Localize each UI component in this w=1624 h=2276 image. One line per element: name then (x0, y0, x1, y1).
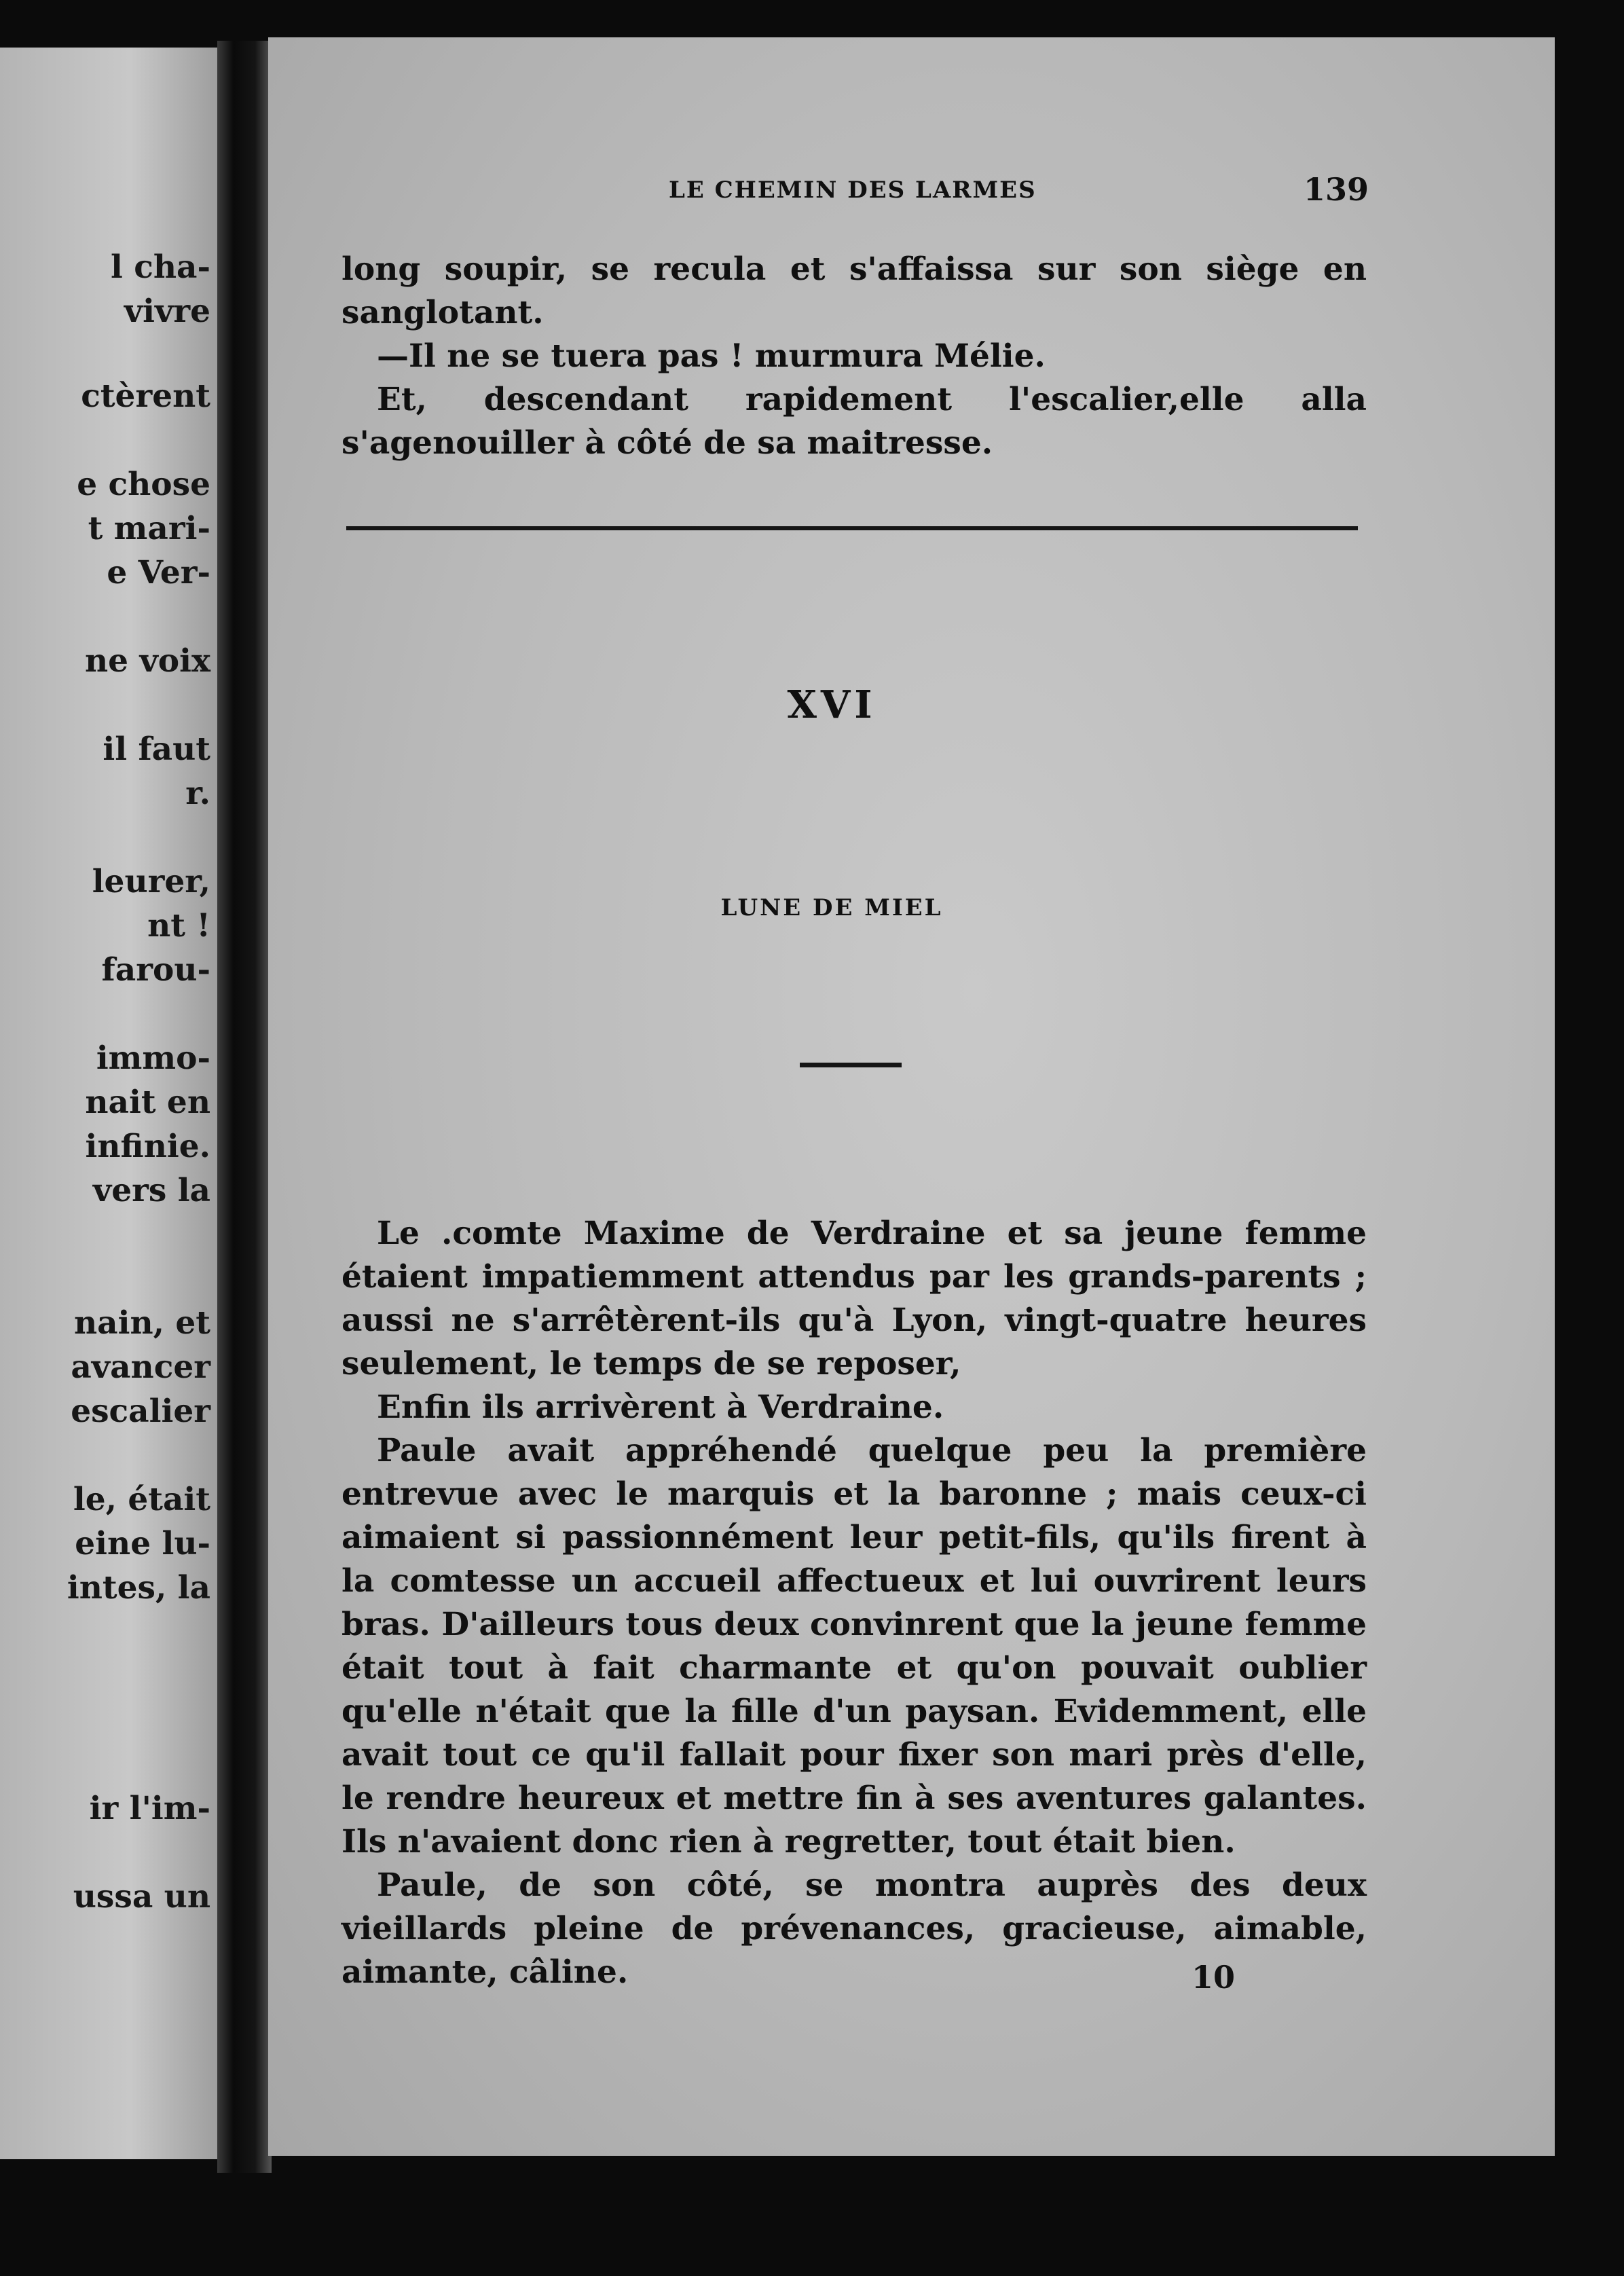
chapter-number: XVI (787, 682, 876, 727)
paragraph: long soupir, se recula et s'affaissa sur son siège en sanglotant. (342, 251, 1367, 331)
left-page-line: vivre (124, 293, 210, 330)
left-page-line: le, était (73, 1481, 210, 1518)
left-page-line: e chose (77, 466, 210, 503)
left-page-line: escalier (71, 1393, 210, 1430)
left-page-line: immo- (96, 1040, 210, 1077)
left-page-line: nt ! (147, 907, 210, 944)
left-page-line: il faut (103, 731, 210, 768)
left-page-line: ir l'im- (89, 1790, 210, 1827)
left-page-line: intes, la (67, 1569, 210, 1607)
chapter-title: LUNE DE MIEL (720, 894, 943, 921)
left-page-line: infinie. (85, 1128, 210, 1165)
left-page-line: avancer (71, 1348, 210, 1386)
paragraph: Paule avait appréhendé quelque peu la première entrevue avec le marquis et la baronne ; mais ceux-ci aimaient si passionnément leur petit-fils, qu'ils firent à la comtesse un accueil affectueux et lui ouvrirent leurs bras. D'ailleurs tous deux convinrent que la jeune femme était tout à fait charmante et qu'on pouvait oublier qu'elle n'était que la fille d'un paysan. Evidemment, elle avait tout ce qu'il fallait pour fixer son mari près d'elle, le rendre heureux et mettre fin à ses aventures galantes. Ils n'avaient donc rien à regretter, tout était bien. (342, 1432, 1367, 1860)
left-page-line: r. (185, 775, 210, 812)
section-divider (346, 526, 1358, 530)
left-page-line: e Ver- (107, 554, 210, 591)
chapter-ornament-rule (800, 1063, 902, 1067)
paragraph: Enfin ils arrivèrent à Verdraine. (377, 1389, 944, 1426)
paragraph: —Il ne se tuera pas ! murmura Mélie. (377, 337, 1046, 375)
chapter-body-text (342, 1212, 1367, 1994)
top-text-block (342, 248, 1367, 465)
left-page-line: nait en (85, 1084, 210, 1121)
left-page-line: eine lu- (75, 1525, 210, 1562)
book-page (268, 37, 1555, 2156)
left-page-line: leurer, (92, 863, 210, 900)
paragraph: Paule, de son côté, se montra auprès des deux vieillards pleine de prévenances, gracieuse, aimable, aimante, câline. (342, 1867, 1367, 1991)
running-title: LE CHEMIN DES LARMES (669, 177, 1037, 204)
left-page-line: ne voix (85, 642, 210, 680)
left-page-line: vers la (92, 1172, 210, 1209)
paragraph: Le .comte Maxime de Verdraine et sa jeune femme étaient impatiemment attendus par les grands-parents ; aussi ne s'arrêtèrent-ils qu'à Lyon, vingt-quatre heures seulement, le temps de se reposer, (342, 1215, 1367, 1382)
page-number: 139 (1304, 171, 1369, 208)
left-page-line: farou- (101, 951, 210, 989)
left-page-line: t mari- (88, 510, 210, 547)
running-header (268, 171, 1555, 217)
left-page-line: l cha- (111, 249, 210, 286)
book-spine (217, 41, 272, 2173)
signature-mark: 10 (1192, 1959, 1236, 1996)
left-page-line: nain, et (74, 1304, 210, 1342)
left-page-line: ussa un (73, 1878, 210, 1915)
paragraph: Et, descendant rapidement l'escalier,elle alla s'agenouiller à côté de sa maitresse. (342, 381, 1367, 462)
left-page-line: ctèrent (81, 378, 210, 415)
left-page-fragment (0, 48, 217, 2159)
